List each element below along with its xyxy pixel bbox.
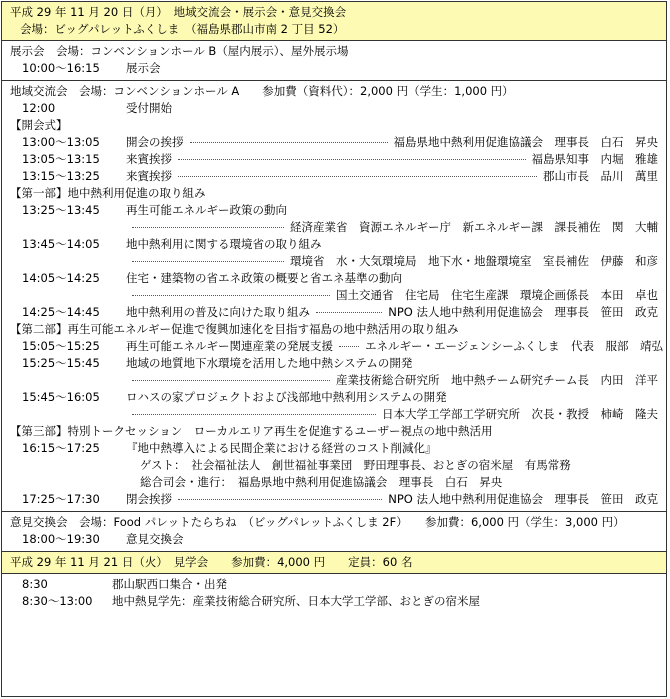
program-item-speaker-row: [10, 287, 658, 304]
day1-date-title: 平成 29 年 11 月 20 日（月） 地域交流会・展示会・意見交換会: [10, 5, 347, 19]
item-title: 地中熱利用に関する環境省の取り組み: [126, 237, 322, 251]
tour-item: [10, 593, 658, 610]
item-time: 13:05～13:15: [22, 152, 100, 166]
day1-header: [2, 2, 666, 41]
exhibition-schedule: [10, 60, 658, 77]
item-speaker: 経済産業省 資源エネルギー庁 新エネルギー課 課長補佐 関 大輔: [290, 220, 658, 234]
exchange-venue: 意見交換会 会場：Food パレットたらちね （ビッグパレットふくしま 2F） 参加費：6,000 円（学生：3,000 円）: [10, 515, 625, 529]
item-speaker: 日本大学工学部工学研究所 次長・教授 柿崎 隆夫: [382, 407, 658, 421]
item-speaker: エネルギー・エージェンシーふくしま 代表 服部 靖弘: [365, 339, 664, 353]
program-item: [10, 491, 658, 508]
reception-row: [10, 100, 658, 117]
program-item-speaker-row: [10, 253, 658, 270]
item-time: 13:00～13:05: [22, 135, 100, 149]
day2-title: 平成 29 年 11 月 21 日（火） 見学会 参加費：4,000 円 定員：60 名: [10, 555, 413, 569]
program-item: [10, 168, 658, 185]
program-item: [10, 304, 658, 321]
item-speaker: 郡山市長 品川 萬里: [543, 169, 658, 183]
item-speaker: NPO 法人地中熱利用促進協会 理事長 笹田 政克: [388, 305, 658, 319]
leader-dots: [132, 227, 284, 228]
forum-venue: 地域交流会 会場：コンベンションホール A 参加費（資料代）：2,000 円（学生：1,000 円）: [10, 84, 514, 98]
guest-row: [10, 457, 658, 474]
leader-dots: [132, 380, 330, 381]
item-speaker: 福島県地中熱利用促進協議会 理事長 白石 昇央: [393, 135, 658, 149]
program-item: [10, 270, 658, 287]
reception-time: 12:00: [22, 101, 56, 115]
leader-dots: [339, 346, 359, 347]
opening-heading: 【開会式】: [10, 118, 68, 132]
leader-dots: [132, 261, 284, 262]
session-guests: ゲスト： 社会福祉法人 創世福祉事業団 野田理事長、おとぎの宿米屋 有馬常務: [140, 458, 571, 472]
item-time: 16:15～17:25: [22, 441, 100, 455]
item-time: 8:30～13:00: [22, 594, 93, 608]
item-title: 地中熱利用の普及に向けた取り組み: [126, 305, 310, 319]
program-item: [10, 355, 658, 372]
exchange-label: 意見交換会: [126, 532, 184, 546]
item-time: 15:45～16:05: [22, 390, 100, 404]
item-title: 閉会挨拶: [126, 492, 172, 506]
item-speaker: 福島県知事 内堀 雅雄: [531, 152, 658, 166]
program-table: [1, 1, 667, 697]
item-title: 再生可能エネルギー政策の動向: [126, 203, 287, 217]
item-title: 来賓挨拶: [126, 169, 172, 183]
item-time: 13:15～13:25: [22, 169, 100, 183]
leader-dots: [178, 159, 526, 160]
exhibition-section: [2, 41, 666, 81]
item-time: 13:25～13:45: [22, 203, 100, 217]
part1-heading: 【第一部】地中熱利用促進の取り組み: [10, 186, 206, 200]
part2-heading: 【第二部】再生可能エネルギー促進で復興加速化を目指す福島の地中熱活用の取り組み: [10, 322, 459, 336]
item-time: 14:05～14:25: [22, 271, 100, 285]
item-title: 来賓挨拶: [126, 152, 172, 166]
item-label: 地中熱見学先：産業技術総合研究所、日本大学工学部、おとぎの宿米屋: [112, 594, 480, 608]
program-item-speaker-row: [10, 406, 658, 423]
leader-dots: [178, 176, 537, 177]
moderator-row: [10, 474, 658, 491]
item-time: 15:05～15:25: [22, 339, 100, 353]
tour-item: [10, 576, 658, 593]
leader-dots: [316, 312, 382, 313]
program-item: [10, 389, 658, 406]
day2-header: [2, 552, 666, 574]
item-time: 8:30: [22, 577, 48, 591]
session-title: 『地中熱導入による民間企業における経営のコスト削減化』: [126, 441, 437, 455]
exhibition-label: 展示会: [126, 61, 161, 75]
program-item: [10, 134, 658, 151]
reception-label: 受付開始: [126, 101, 172, 115]
exchange-time: 18:00～19:30: [22, 532, 100, 546]
program-item: [10, 202, 658, 219]
forum-section: [2, 81, 666, 512]
leader-dots: [178, 499, 382, 500]
item-title: 開会の挨拶: [126, 135, 184, 149]
item-time: 13:45～14:05: [22, 237, 100, 251]
item-label: 郡山駅西口集合・出発: [112, 577, 227, 591]
exhibition-time: 10:00～16:15: [22, 61, 100, 75]
program-item: [10, 151, 658, 168]
tour-section: [2, 574, 666, 613]
day1-venue: 会場：ビッグパレットふくしま （福島県郡山市南 2 丁目 52）: [20, 22, 345, 36]
item-title: 再生可能エネルギー関連産業の発展支援: [126, 339, 333, 353]
talk-session-row: [10, 440, 658, 457]
item-speaker: 環境省 水・大気環境局 地下水・地盤環境室 室長補佐 伊藤 和彦: [290, 254, 658, 268]
item-time: 14:25～14:45: [22, 305, 100, 319]
item-speaker: NPO 法人地中熱利用促進協会 理事長 笹田 政克: [388, 492, 658, 506]
item-speaker: 産業技術総合研究所 地中熱チーム研究チーム長 内田 洋平: [336, 373, 658, 387]
program-item: [10, 236, 658, 253]
exchange-schedule: [10, 531, 658, 548]
part3-heading: 【第三部】特別トークセッション ローカルエリア再生を促進するユーザー視点の地中熱活用: [10, 424, 493, 438]
item-speaker: 国土交通省 住宅局 住宅生産課 環境企画係長 本田 卓也: [336, 288, 658, 302]
item-time: 17:25～17:30: [22, 492, 100, 506]
exchange-section: [2, 512, 666, 552]
exhibition-venue: 展示会 会場：コンベンションホール B（屋内展示）、屋外展示場: [10, 44, 349, 58]
item-time: 15:25～15:45: [22, 356, 100, 370]
leader-dots: [132, 295, 330, 296]
item-title: 住宅・建築物の省エネ政策の概要と省エネ基準の動向: [126, 271, 402, 285]
item-title: ロハスの家プロジェクトおよび浅部地中熱利用システムの開発: [126, 390, 447, 404]
program-item-speaker-row: [10, 219, 658, 236]
program-item: [10, 338, 664, 355]
session-moderator: 総合司会・進行： 福島県地中熱利用促進協議会 理事長 白石 昇央: [140, 475, 503, 489]
program-item-speaker-row: [10, 372, 658, 389]
item-title: 地域の地質地下水環境を活用した地中熱システムの開発: [126, 356, 413, 370]
leader-dots: [132, 414, 376, 415]
leader-dots: [190, 142, 388, 143]
